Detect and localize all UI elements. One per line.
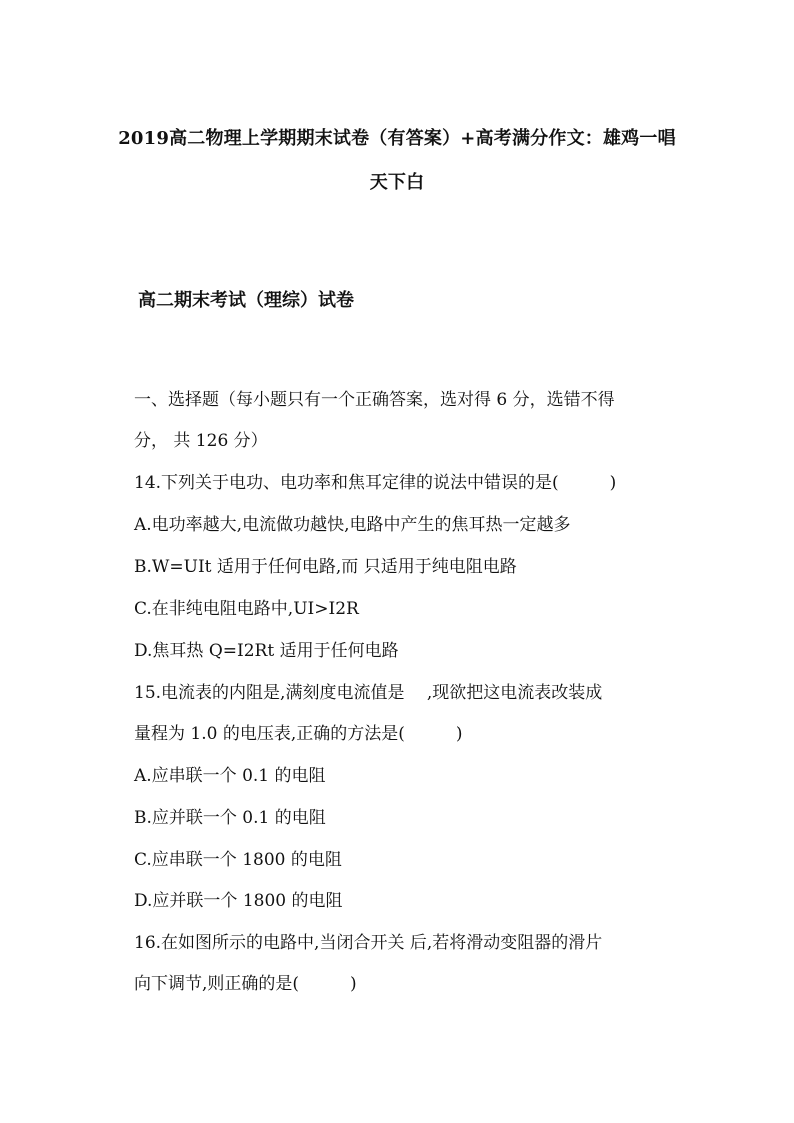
question-14-option-a: A.电功率越大,电流做功越快,电路中产生的焦耳热一定越多 xyxy=(134,515,571,535)
section-heading-line-2: 分， 共 126 分） xyxy=(134,431,268,451)
section-heading-line-1: 一、选择题（每小题只有一个正确答案，选对得 6 分，选错不得 xyxy=(134,390,615,410)
exam-subtitle: 高二期末考试（理综）试卷 xyxy=(138,290,354,311)
question-15-option-a: A.应串联一个 0.1 的电阻 xyxy=(134,766,326,786)
document-title-line-2: 天下白 xyxy=(369,172,425,193)
question-14-option-d: D.焦耳热 Q=I2Rt 适用于任何电路 xyxy=(134,641,399,661)
question-14-stem: 14.下列关于电功、电功率和焦耳定律的说法中错误的是( ) xyxy=(134,473,617,493)
question-14-option-b: B.W=UIt 适用于任何电路,而 只适用于纯电阻电路 xyxy=(134,557,517,577)
question-16-stem-line-1: 16.在如图所示的电路中,当闭合开关 后,若将滑动变阻器的滑片 xyxy=(134,933,603,953)
question-15-stem-line-1: 15.电流表的内阻是,满刻度电流值是 ,现欲把这电流表改装成 xyxy=(134,683,603,703)
question-15-option-c: C.应串联一个 1800 的电阻 xyxy=(134,850,342,870)
question-15-stem-line-2: 量程为 1.0 的电压表,正确的方法是( ) xyxy=(134,724,463,744)
question-16-stem-line-2: 向下调节,则正确的是( ) xyxy=(134,974,357,994)
document-title-line-1: 2019高二物理上学期期末试卷（有答案）+高考满分作文：雄鸡一唱 xyxy=(118,128,676,149)
question-15-option-d: D.应并联一个 1800 的电阻 xyxy=(134,891,343,911)
question-14-option-c: C.在非纯电阻电路中,UI>I2R xyxy=(134,599,359,619)
question-15-option-b: B.应并联一个 0.1 的电阻 xyxy=(134,808,326,828)
